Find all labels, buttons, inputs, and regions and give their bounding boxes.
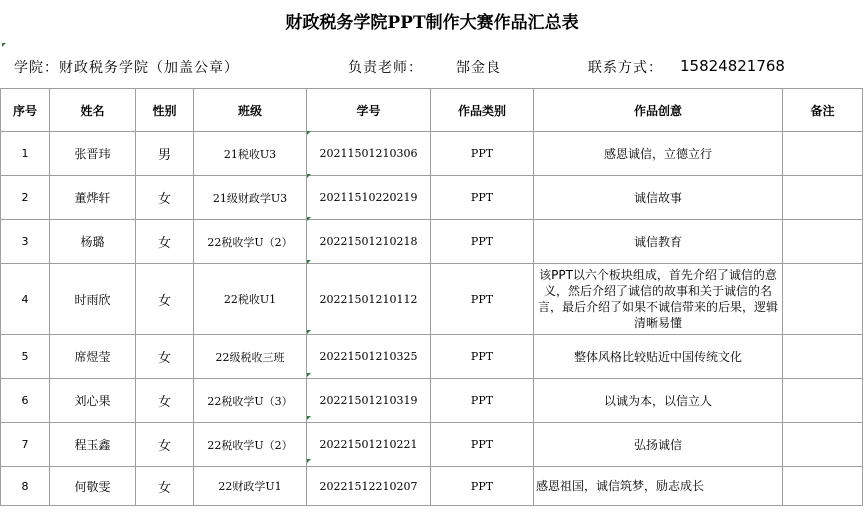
header-cell[interactable]: 作品创意 [534,89,783,132]
cell-idea[interactable]: 以诚为本，以信立人 [534,379,783,423]
header-cell[interactable]: 作品类别 [431,89,534,132]
cell-name[interactable]: 刘心果 [50,379,136,423]
cell-category[interactable]: PPT [431,467,534,506]
contact-label: 联系方式： [588,60,663,76]
cell-student-id[interactable]: 20221501210325 [307,335,431,379]
cell-note[interactable] [783,220,863,264]
cell-marker-icon [307,373,311,377]
summary-table [0,88,863,506]
cell-name[interactable]: 张晋玮 [50,132,136,176]
table-row [1,379,863,423]
cell-idea[interactable]: 整体风格比较贴近中国传统文化 [534,335,783,379]
contact-phone: 15824821768 [680,57,785,75]
cell-gender[interactable]: 女 [136,379,194,423]
cell-category[interactable]: PPT [431,176,534,220]
cell-gender[interactable]: 女 [136,467,194,506]
cell-marker-icon [307,217,311,221]
cell-student-id[interactable]: 20211501210306 [307,132,431,176]
cell-student-id[interactable]: 20221512210207 [307,467,431,506]
cell-idea[interactable]: 感恩祖国，诚信筑梦，励志成长 [534,467,783,506]
cell-category[interactable]: PPT [431,379,534,423]
table-row [1,264,863,335]
cell-marker-icon [307,330,311,334]
cell-student-id[interactable]: 20211510220219 [307,176,431,220]
cell-num[interactable]: 1 [1,132,50,176]
cell-note[interactable] [783,467,863,506]
cell-student-id[interactable]: 20221501210221 [307,423,431,467]
cell-idea[interactable]: 诚信教育 [534,220,783,264]
cell-name[interactable]: 何敬雯 [50,467,136,506]
cell-num[interactable]: 4 [1,264,50,335]
cell-student-id[interactable]: 20221501210319 [307,379,431,423]
table-row [1,467,863,506]
header-cell[interactable]: 备注 [783,89,863,132]
header-cell[interactable]: 班级 [194,89,307,132]
info-bar [0,42,864,88]
cell-idea[interactable]: 该PPT以六个板块组成，首先介绍了诚信的意义，然后介绍了诚信的故事和关于诚信的名言，最后介绍了如果不诚信带来的后果，逻辑清晰易懂 [534,264,783,335]
cell-num[interactable]: 2 [1,176,50,220]
cell-num[interactable]: 7 [1,423,50,467]
cell-gender[interactable]: 女 [136,335,194,379]
cell-idea[interactable]: 感恩诚信，立德立行 [534,132,783,176]
table-row [1,335,863,379]
cell-gender[interactable]: 女 [136,264,194,335]
cell-class[interactable]: 22税收U1 [194,264,307,335]
sheet-title: 财政税务学院PPT制作大赛作品汇总表 [285,12,579,33]
header-cell[interactable]: 序号 [1,89,50,132]
cell-gender[interactable]: 女 [136,220,194,264]
cell-idea[interactable]: 诚信故事 [534,176,783,220]
cell-class[interactable]: 22税收学U（2） [194,220,307,264]
cell-student-id[interactable]: 20221501210218 [307,220,431,264]
cell-note[interactable] [783,264,863,335]
cell-category[interactable]: PPT [431,132,534,176]
cell-note[interactable] [783,423,863,467]
cell-marker-icon [2,43,6,47]
cell-note[interactable] [783,335,863,379]
cell-num[interactable]: 5 [1,335,50,379]
teacher-name: 郜金良 [456,60,501,76]
header-cell[interactable]: 性别 [136,89,194,132]
cell-class[interactable]: 22财政学U1 [194,467,307,506]
cell-category[interactable]: PPT [431,335,534,379]
header-cell[interactable]: 姓名 [50,89,136,132]
cell-class[interactable]: 22税收学U（2） [194,423,307,467]
college-label: 学院：财政税务学院（加盖公章） [14,60,239,76]
cell-marker-icon [307,416,311,420]
cell-gender[interactable]: 女 [136,423,194,467]
cell-student-id[interactable]: 20221501210112 [307,264,431,335]
cell-marker-icon [307,131,311,135]
table-row [1,220,863,264]
cell-gender[interactable]: 女 [136,176,194,220]
cell-idea[interactable]: 弘扬诚信 [534,423,783,467]
cell-marker-icon [307,459,311,463]
cell-name[interactable]: 程玉鑫 [50,423,136,467]
cell-category[interactable]: PPT [431,264,534,335]
cell-class[interactable]: 21税收U3 [194,132,307,176]
cell-name[interactable]: 席煜莹 [50,335,136,379]
cell-num[interactable]: 8 [1,467,50,506]
cell-class[interactable]: 22级税收三班 [194,335,307,379]
cell-marker-icon [307,174,311,178]
header-cell[interactable]: 学号 [307,89,431,132]
cell-note[interactable] [783,379,863,423]
cell-class[interactable]: 22税收学U（3） [194,379,307,423]
table-row [1,176,863,220]
cell-class[interactable]: 21级财政学U3 [194,176,307,220]
cell-gender[interactable]: 男 [136,132,194,176]
cell-category[interactable]: PPT [431,220,534,264]
cell-num[interactable]: 6 [1,379,50,423]
header-row [1,89,863,132]
table-row [1,423,863,467]
cell-name[interactable]: 董烨轩 [50,176,136,220]
cell-category[interactable]: PPT [431,423,534,467]
cell-name[interactable]: 时雨欣 [50,264,136,335]
table-row [1,132,863,176]
cell-marker-icon [307,260,311,264]
cell-num[interactable]: 3 [1,220,50,264]
teacher-label: 负责老师： [348,60,423,76]
cell-name[interactable]: 杨璐 [50,220,136,264]
cell-note[interactable] [783,132,863,176]
cell-note[interactable] [783,176,863,220]
